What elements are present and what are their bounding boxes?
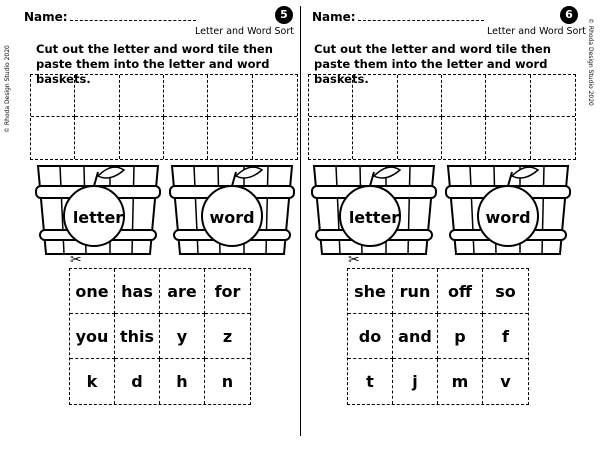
paste-cell: [164, 75, 208, 117]
name-field: [312, 10, 484, 24]
word-tile[interactable]: off: [438, 269, 483, 314]
copyright-left: © Rhoda Design Studio 2020: [4, 45, 11, 133]
word-tile[interactable]: this: [115, 314, 160, 359]
worksheet-subtitle: Letter and Word Sort: [487, 26, 586, 37]
paste-cell: [253, 75, 297, 117]
paste-cell: [309, 75, 353, 117]
word-basket: [168, 158, 296, 256]
letter-basket: [310, 158, 438, 256]
letter-tile[interactable]: f: [483, 314, 528, 359]
basket-label: word: [485, 208, 531, 227]
paste-cell: [398, 117, 442, 159]
word-tile[interactable]: she: [348, 269, 393, 314]
letter-tile[interactable]: v: [500, 372, 511, 391]
paste-cell: [120, 117, 164, 159]
instructions: Cut out the letter and word tile then paste them into the letter and word baskets.: [314, 42, 551, 86]
word-tile[interactable]: so: [483, 269, 528, 314]
word-tile[interactable]: you: [70, 314, 115, 359]
word-tile[interactable]: has: [115, 269, 160, 314]
paste-cell: [253, 117, 297, 159]
basket-label: word: [209, 208, 255, 227]
paste-cell: [208, 117, 252, 159]
paste-cell: [31, 75, 75, 117]
paste-cell: [442, 117, 486, 159]
paste-grid: [30, 74, 298, 160]
tile-grid: [69, 268, 251, 405]
name-label: Name:: [24, 10, 68, 24]
paste-cell: [531, 117, 575, 159]
paste-grid: [308, 74, 576, 160]
word-tile[interactable]: run: [393, 269, 438, 314]
copyright-right: © Rhoda Design Studio 2020: [587, 18, 594, 106]
scissors-icon: ✂: [70, 252, 82, 268]
paste-cell: [164, 117, 208, 159]
name-line: [70, 11, 196, 21]
paste-cell: [442, 75, 486, 117]
letter-tile[interactable]: d: [115, 359, 160, 404]
letter-tile[interactable]: t: [348, 359, 393, 404]
paste-cell: [353, 75, 397, 117]
paste-cell: [309, 117, 353, 159]
worksheet-page-6: [304, 0, 600, 464]
word-tile[interactable]: and: [393, 314, 438, 359]
paste-cell: [208, 75, 252, 117]
paste-cell: [486, 75, 530, 117]
word-basket: [444, 158, 572, 256]
name-field: [24, 10, 196, 24]
letter-tile[interactable]: n: [221, 372, 234, 391]
paste-cell: [75, 117, 119, 159]
basket-label: letter: [348, 208, 400, 227]
worksheet-page-5: [0, 0, 296, 464]
basket-icon: [34, 158, 162, 256]
page-number-badge: 5: [275, 6, 293, 24]
paste-cell: [120, 75, 164, 117]
word-tile[interactable]: are: [160, 269, 205, 314]
basket-icon: [168, 158, 296, 256]
paste-cell: [31, 117, 75, 159]
letter-tile[interactable]: k: [70, 359, 115, 404]
page-number-badge: 6: [560, 6, 578, 24]
word-tile[interactable]: one: [70, 269, 115, 314]
worksheet-subtitle: Letter and Word Sort: [195, 26, 294, 37]
letter-tile[interactable]: p: [438, 314, 483, 359]
scissors-icon: ✂: [348, 252, 360, 268]
basket-icon: [444, 158, 572, 256]
letter-tile[interactable]: j: [393, 359, 438, 404]
name-line: [358, 11, 484, 21]
word-tile[interactable]: do: [348, 314, 393, 359]
paste-cell: [398, 75, 442, 117]
letter-tile[interactable]: z: [205, 314, 250, 359]
letter-tile[interactable]: m: [438, 359, 483, 404]
word-tile[interactable]: for: [205, 269, 250, 314]
letter-tile[interactable]: h: [160, 359, 205, 404]
basket-label: letter: [72, 208, 124, 227]
name-label: Name:: [312, 10, 356, 24]
basket-icon: [310, 158, 438, 256]
letter-tile[interactable]: y: [160, 314, 205, 359]
paste-cell: [486, 117, 530, 159]
paste-cell: [353, 117, 397, 159]
paste-cell: [531, 75, 575, 117]
tile-grid: [347, 268, 529, 405]
instructions: Cut out the letter and word tile then paste them into the letter and word baskets.: [36, 42, 273, 86]
letter-basket: [34, 158, 162, 256]
paste-cell: [75, 75, 119, 117]
